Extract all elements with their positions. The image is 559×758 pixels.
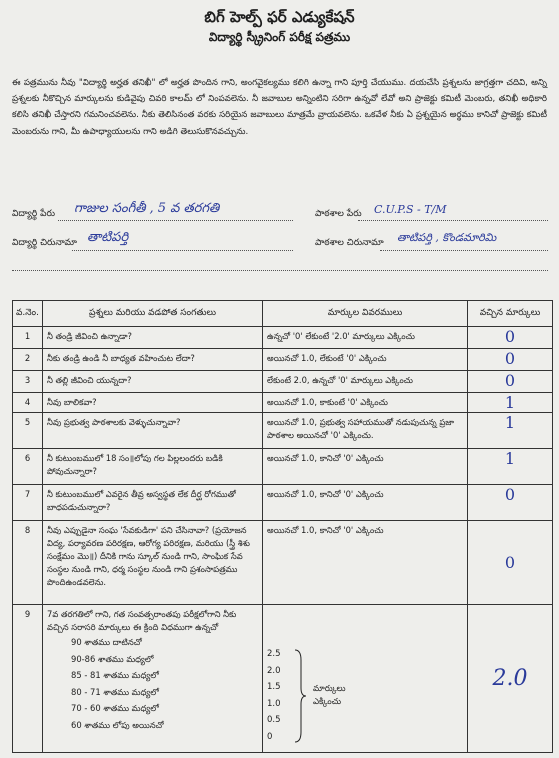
questions-table	[12, 300, 553, 753]
table-row	[13, 413, 553, 449]
scale-value: 1.5	[267, 682, 281, 692]
scale-value: 0.5	[267, 715, 281, 725]
marks-obtained[interactable]: 1	[504, 449, 516, 468]
table-row	[13, 393, 553, 413]
row-marks-detail: అయినచో 1.0, లేకుంటే '0' ఎక్కించు	[263, 349, 468, 371]
row-number: 1	[13, 327, 43, 349]
row-question: నీ తండ్రి జీవించి ఉన్నాడా?	[43, 327, 263, 349]
band-item: 90-86 శాతము మధ్యలో	[71, 653, 154, 664]
marks-obtained[interactable]: 0	[504, 349, 516, 368]
row-question: నీ కుటుంబములో 18 సం॥లోపు గల పిల్లలందరు బడికి పోవుచున్నారా?	[43, 449, 263, 485]
student-address-label: విద్యార్థి చిరునామా	[12, 238, 77, 248]
row-marks-detail: లేకుంటే 2.0, ఉన్నచో '0' మార్కులు ఎక్కించు	[263, 371, 468, 393]
scale-value: 2.5	[267, 649, 281, 659]
marks-scale	[267, 646, 293, 745]
row-number: 4	[13, 393, 43, 413]
row-marks-detail: అయినచో 1.0, ప్రభుత్వ సహాయముతో నడుపుచున్న ప్రజా పాఠశాల అయినచో '0' ఎక్కించు.	[263, 413, 468, 449]
row-question: నీకు తండ్రి ఉండి నీ బాధ్యత వహించుట లేదా?	[43, 349, 263, 371]
col-header-number: వ.నెం.	[13, 301, 43, 327]
dotted-rule	[380, 250, 548, 251]
row-question-cell	[43, 605, 263, 753]
row-number: 3	[13, 371, 43, 393]
row-number: 8	[13, 521, 43, 605]
table-row	[13, 449, 553, 485]
row-question: నీ కుటుంబములో ఎవరైన తీవ్ర అస్వస్థత లేక దీర్ఘ రోగముతో బాధపడుచున్నారా?	[43, 485, 263, 521]
instructions-paragraph: ఈ పత్రమును నీవు "విద్యార్థి అర్హత తనిఖీ" లో అర్హత పొందిన గాని, అంగవైకల్యము కలిగి ఉన్నా గాని పూర్తి చేయుము. దయచేసి ప్రశ్నలను జాగ్రత్తగా చదివి, అన్ని ప్రశ్నలకు నీకొచ్చిన మార్కులను కుడివైపు చివరి కాలమ్ లో నింపవలెను. నీ జవాబుల అన్నింటిని సరిగా ఉన్నవో లేవో అని ప్రాజెక్టు కమిటీ మెంబరు, తనిఖీ అధికారి కలిసి తనిఖీ చేస్తారని గమనించవలెను. నీకు తెలిసినంత వరకు సరియైన జవాబులు మాత్రమే వ్రాయవలెను. ఒకవేళ నీకు ఏ ప్రశ్నయైన అర్థము కానిచో ప్రాజెక్టు కమిటీ మెంబరును గాని, మీ ఉపాధ్యాయులను గాని అడిగి తెలుసుకొనవచ్చును.	[12, 78, 547, 137]
table-row	[13, 485, 553, 521]
school-name-label: పాఠశాల పేరు	[315, 209, 362, 219]
student-name-label: విద్యార్థి పేరు	[12, 209, 55, 219]
school-name-value[interactable]: C.U.P.S - T/M	[374, 203, 447, 216]
col-header-question: ప్రశ్నలు మరియు వడపోత సంగతులు	[43, 301, 263, 327]
row-marks-detail: ఉన్నచో '0' లేకుంటే '2.0' మార్కులు ఎక్కించు	[263, 327, 468, 349]
table-row	[13, 371, 553, 393]
marks-obtained[interactable]: 0	[504, 485, 516, 504]
table-row	[13, 327, 553, 349]
row-marks-detail: అయినచో 1.0, కాకుంటే '0' ఎక్కించు	[263, 393, 468, 413]
row-number: 2	[13, 349, 43, 371]
marks-obtained[interactable]: 1	[504, 393, 516, 412]
band-item: 90 శాతము దాటినచో	[71, 637, 142, 647]
marks-obtained[interactable]: 0	[504, 371, 516, 390]
school-address-label: పాఠశాల చిరునామా	[315, 238, 384, 248]
marks-obtained[interactable]: 0	[504, 553, 516, 572]
student-address-value[interactable]: తాటిపర్తి	[87, 230, 129, 245]
student-name-value[interactable]: గాజుల సంగీతీ , 5 వ తరగతి	[74, 201, 220, 216]
col-header-marks-detail: మార్కుల వివరములు	[263, 301, 468, 327]
row-number: 9	[13, 605, 43, 753]
col-header-marks-obtained: వచ్చిన మార్కులు	[468, 301, 553, 327]
table-row	[13, 349, 553, 371]
row-marks-detail: అయినచో 1.0, కానిచో '0' ఎక్కించు	[263, 449, 468, 485]
row-question: నీవు ప్రభుత్వ పాఠశాలకు వెళ్ళుచున్నావా?	[43, 413, 263, 449]
dotted-rule	[12, 270, 548, 271]
scale-value: 2.0	[267, 665, 281, 676]
scale-value: 0	[267, 731, 273, 742]
band-item: 60 శాతము లోపు అయినచో	[71, 719, 164, 730]
form-subtitle: విద్యార్థి స్క్రీనింగ్ పరీక్ష పత్రము	[208, 30, 351, 44]
school-address-value[interactable]: తాటిపర్తి , కొండమారిమి	[397, 231, 497, 244]
row-marks-detail: అయినచో 1.0, కానిచో '0' ఎక్కించు	[263, 521, 468, 605]
dotted-rule	[72, 250, 293, 251]
row-number: 7	[13, 485, 43, 521]
form-title: బిగ్ హెల్ప్ ఫర్ ఎడ్యుకేషన్	[204, 8, 355, 26]
dotted-rule	[358, 220, 548, 221]
marks-obtained[interactable]: 2.0	[492, 666, 528, 691]
table-header-row	[13, 301, 553, 327]
band-item: 80 - 71 శాతము మధ్యలో	[71, 686, 159, 697]
dotted-rule	[58, 220, 293, 221]
marks-instruction: మార్కులు ఎక్కించు	[313, 683, 346, 707]
curly-brace-icon	[293, 648, 307, 744]
row-question: నీవు బాలికవా?	[43, 393, 263, 413]
band-item: 85 - 81 శాతము మధ్యలో	[71, 670, 159, 680]
row-marks-detail: అయినచో 1.0, కానిచో '0' ఎక్కించు	[263, 485, 468, 521]
table-row	[13, 605, 553, 753]
marks-obtained[interactable]: 0	[504, 327, 516, 346]
row-number: 6	[13, 449, 43, 485]
row-question: 7వ తరగతిలో గాని, గత సంవత్సరాంతపు పరీక్షలోగాని నీకు వచ్చిన సరాసరి మార్కులు ఈ క్రింది విధముగా ఉన్నచో	[47, 609, 237, 632]
row-question: నీవు ఎప్పుడైనా సంఘ 'సేవకుడిగా' పని చేసినావా? (ప్రయోజన విద్య, పర్యావరణ పరిరక్షణ, ఆరోగ్య పరిరక్షణ, మరియు (స్త్రీ శిశు సంక్షేమం మొ॥) దీనికి గాను స్కూల్ నుండి గాని, సాంఘిక సేవ సంస్థల నుండి గాని, ధర్మ సంస్థల నుండి గాని ప్రశంసాపత్రము పొందిఉండవలెను.	[43, 521, 263, 605]
row-marks-detail-cell	[263, 605, 468, 753]
table-row	[13, 521, 553, 605]
row-question: నీ తల్లి జీవించి యున్నదా?	[43, 371, 263, 393]
row-number: 5	[13, 413, 43, 449]
scale-value: 1.0	[267, 698, 281, 709]
marks-obtained[interactable]: 1	[504, 413, 516, 432]
band-item: 70 - 60 శాతము మధ్యలో	[71, 703, 159, 713]
